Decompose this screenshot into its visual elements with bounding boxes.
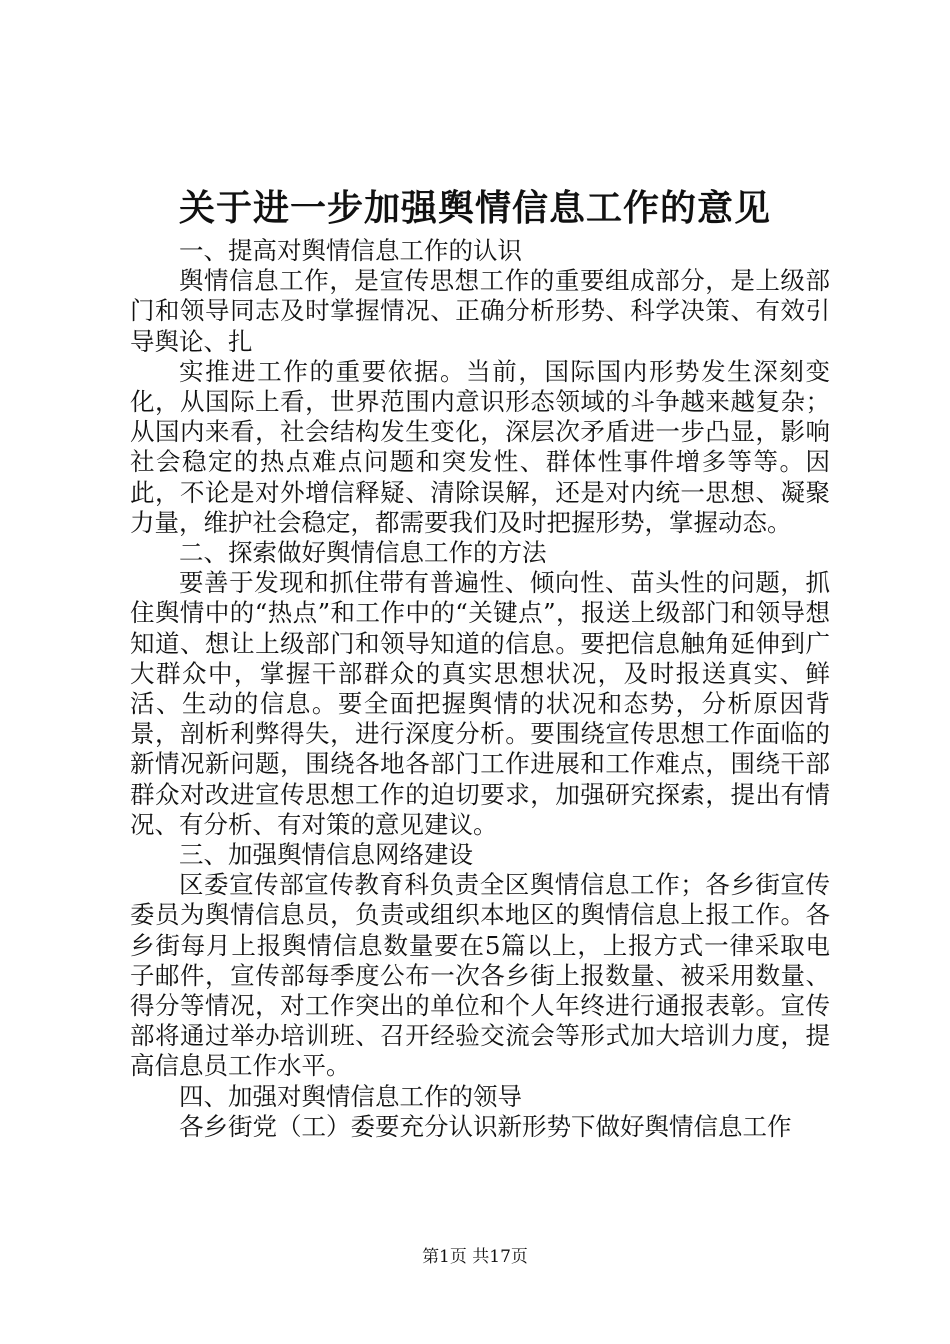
body-paragraph: 舆情信息工作，是宣传思想工作的重要组成部分，是上级部门和领导同志及时掌握情况、正确分析形势、科学决策、有效引导舆论、扎 [130, 266, 830, 356]
section-heading-3: 三、加强舆情信息网络建设 [179, 840, 473, 870]
document-title: 关于进一步加强舆情信息工作的意见 [178, 187, 771, 229]
body-paragraph: 区委宣传部宣传教育科负责全区舆情信息工作；各乡街宣传委员为舆情信息员，负责或组织本地区的舆情信息上报工作。各乡街每月上报舆情信息数量要在5篇以上，上报方式一律采取电子邮件，宣传部每季度公布一次各乡街上报数量、被采用数量、得分等情况，对工作突出的单位和个人年终进行通报表彰。宣传部将通过举办培训班、召开经验交流会等形式加大培训力度，提高信息员工作水平。 [130, 870, 830, 1081]
page-number-footer: 第1页 共17页 [422, 1247, 528, 1267]
body-paragraph: 实推进工作的重要依据。当前，国际国内形势发生深刻变化，从国际上看，世界范围内意识形态领域的斗争越来越复杂；从国内来看，社会结构发生变化，深层次矛盾进一步凸显，影响社会稳定的热点难点问题和突发性、群体性事件增多等等。因此，不论是对外增信释疑、清除误解，还是对内统一思想、凝聚力量，维护社会稳定，都需要我们及时把握形势，掌握动态。 [130, 356, 830, 537]
section-heading-4: 四、加强对舆情信息工作的领导 [179, 1081, 522, 1111]
section-heading-2: 二、探索做好舆情信息工作的方法 [179, 538, 547, 568]
document-body [130, 236, 830, 1142]
body-paragraph: 各乡街党（工）委要充分认识新形势下做好舆情信息工作 [179, 1111, 792, 1141]
body-paragraph: 要善于发现和抓住带有普遍性、倾向性、苗头性的问题，抓住舆情中的“热点”和工作中的“关键点”，报送上级部门和领导想知道、想让上级部门和领导知道的信息。要把信息触角延伸到广大群众中，掌握干部群众的真实思想状况，及时报送真实、鲜活、生动的信息。要全面把握舆情的状况和态势，分析原因背景，剖析利弊得失，进行深度分析。要围绕宣传思想工作面临的新情况新问题，围绕各地各部门工作进展和工作难点，围绕干部群众对改进宣传思想工作的迫切要求，加强研究探索，提出有情况、有分析、有对策的意见建议。 [130, 568, 830, 839]
section-heading-1: 一、提高对舆情信息工作的认识 [179, 236, 522, 265]
